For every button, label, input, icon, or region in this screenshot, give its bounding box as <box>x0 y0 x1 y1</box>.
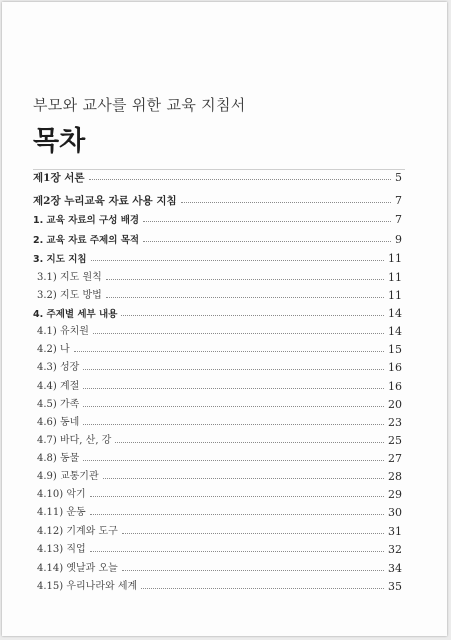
dot-leader <box>90 514 384 515</box>
dot-leader <box>91 260 384 261</box>
toc-entry[interactable] <box>33 190 402 206</box>
toc-page-number: 7 <box>395 213 402 226</box>
toc-entry[interactable] <box>37 357 402 373</box>
dot-leader <box>122 533 384 534</box>
toc-entry-label: 4.5) 가족 <box>37 399 80 410</box>
dot-leader <box>115 442 384 443</box>
dot-leader <box>106 279 384 280</box>
toc-page-number: 27 <box>388 452 402 465</box>
toc-entry[interactable] <box>37 576 402 592</box>
toc-entry-label: 4. 주제별 세부 내용 <box>33 308 118 320</box>
toc-entry[interactable] <box>37 412 402 428</box>
toc-entry[interactable] <box>37 539 402 555</box>
document-page <box>2 2 447 636</box>
document-subtitle: 부모와 교사를 위한 교육 지침서 <box>33 96 246 114</box>
toc-entry[interactable] <box>37 484 402 500</box>
toc-entry-label: 제2장 누리교육 자료 사용 지침 <box>33 194 177 207</box>
toc-entry[interactable] <box>37 321 402 337</box>
toc-page-number: 29 <box>388 488 402 501</box>
dot-leader <box>121 315 384 316</box>
toc-entry-label: 4.14) 옛날과 오늘 <box>37 563 118 574</box>
toc-entry-label: 3.2) 지도 방법 <box>37 290 102 301</box>
dot-leader <box>83 460 384 461</box>
toc-entry-label: 4.8) 동물 <box>37 453 80 464</box>
toc-page-number: 20 <box>388 398 402 411</box>
header <box>33 94 405 170</box>
toc-entry-label: 2. 교육 자료 주제의 목적 <box>33 234 140 246</box>
dot-leader <box>106 297 384 298</box>
toc-entry-label: 4.11) 운동 <box>37 507 86 518</box>
toc-page-number: 34 <box>388 562 402 575</box>
dot-leader <box>103 478 384 479</box>
toc-page-number: 9 <box>395 233 402 246</box>
toc-entry[interactable] <box>33 248 402 264</box>
dot-leader <box>89 179 391 180</box>
toc-page-number: 28 <box>388 470 402 483</box>
toc-entry[interactable] <box>37 521 402 537</box>
dot-leader <box>83 406 384 407</box>
toc-page-number: 5 <box>395 171 402 184</box>
toc-page-number: 11 <box>388 252 402 265</box>
toc-page-number: 31 <box>388 525 402 538</box>
dot-leader <box>83 424 384 425</box>
toc-entry-label: 4.1) 유치원 <box>37 326 89 337</box>
dot-leader <box>83 388 384 389</box>
toc-entry[interactable] <box>37 466 402 482</box>
toc-page-number: 16 <box>388 361 402 374</box>
dot-leader <box>122 570 384 571</box>
dot-leader <box>141 588 384 589</box>
toc-entry-label: 4.4) 계절 <box>37 381 80 392</box>
toc-entry-label: 4.9) 교통기관 <box>37 471 99 482</box>
dot-leader <box>143 241 391 242</box>
toc-entry-label: 3. 지도 지침 <box>33 253 87 265</box>
toc-entry-label: 4.12) 기계와 도구 <box>37 526 118 537</box>
toc-page-number: 25 <box>388 434 402 447</box>
toc-page-number: 23 <box>388 416 402 429</box>
toc-entry-label: 4.15) 우리나라와 세계 <box>37 581 138 592</box>
toc-entry[interactable] <box>33 209 402 225</box>
toc-entry[interactable] <box>37 502 402 518</box>
dot-leader <box>74 351 384 352</box>
dot-leader <box>93 333 384 334</box>
toc-entry-label: 4.2) 나 <box>37 344 70 355</box>
toc-entry[interactable] <box>37 376 402 392</box>
toc-entry-label: 3.1) 지도 원칙 <box>37 272 102 283</box>
toc-page-number: 14 <box>388 307 402 320</box>
toc-page-number: 16 <box>388 380 402 393</box>
toc-page-number: 30 <box>388 506 402 519</box>
toc-entry[interactable] <box>37 339 402 355</box>
toc-entry-label: 4.7) 바다, 산, 강 <box>37 435 112 446</box>
toc-entry[interactable] <box>33 229 402 245</box>
toc-entry[interactable] <box>33 167 402 183</box>
toc-entry[interactable] <box>37 448 402 464</box>
toc-page-number: 7 <box>395 194 402 207</box>
toc-page-number: 11 <box>388 289 402 302</box>
toc-entry[interactable] <box>37 394 402 410</box>
toc-entry-label: 1. 교육 자료의 구성 배경 <box>33 214 140 226</box>
dot-leader <box>90 496 384 497</box>
dot-leader <box>90 551 384 552</box>
toc-entry-label: 제1장 서론 <box>33 171 85 184</box>
dot-leader <box>143 221 391 222</box>
toc-entry[interactable] <box>37 267 402 283</box>
toc-entry[interactable] <box>37 430 402 446</box>
toc-entry-label: 4.10) 악기 <box>37 489 86 500</box>
toc-entry[interactable] <box>37 558 402 574</box>
toc-page-number: 11 <box>388 271 402 284</box>
toc-page-number: 14 <box>388 325 402 338</box>
page-title: 목차 <box>33 126 86 157</box>
dot-leader <box>181 202 391 203</box>
toc-entry[interactable] <box>37 285 402 301</box>
toc-entry-label: 4.3) 성장 <box>37 362 80 373</box>
toc-entry[interactable] <box>33 303 402 319</box>
dot-leader <box>83 369 384 370</box>
toc-entry-label: 4.6) 동네 <box>37 417 80 428</box>
toc-page-number: 32 <box>388 543 402 556</box>
toc-page-number: 15 <box>388 343 402 356</box>
toc-entry-label: 4.13) 직업 <box>37 544 86 555</box>
toc-page-number: 35 <box>388 580 402 593</box>
